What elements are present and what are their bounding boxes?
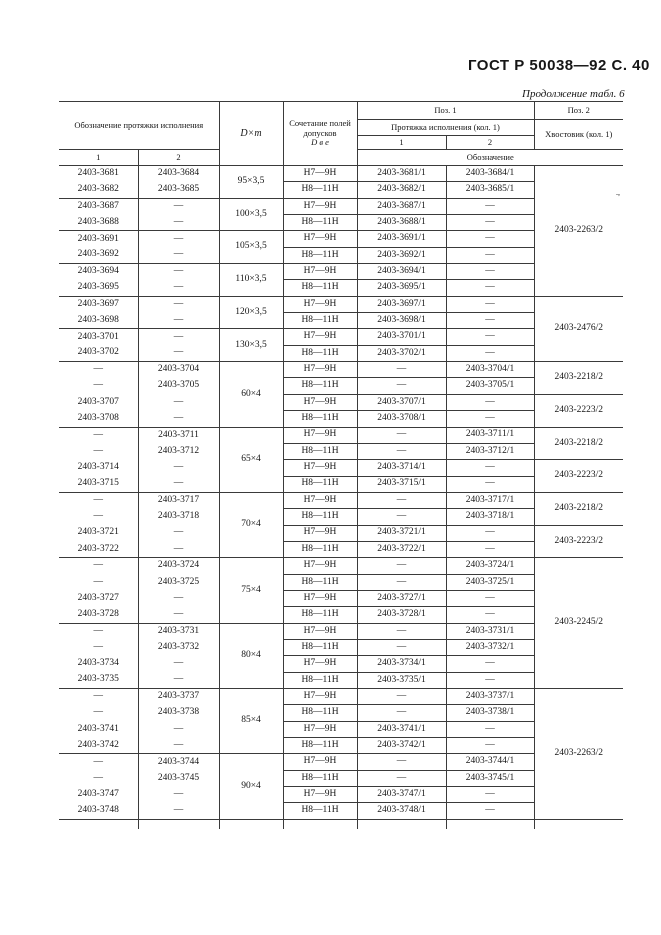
designation-col-2: 2403-3712 bbox=[138, 443, 219, 459]
position-1-col-2-cell: — bbox=[446, 215, 534, 231]
designation-col-2: — bbox=[138, 345, 219, 361]
designation-col-1: — bbox=[93, 560, 103, 571]
position-1-col-2-cell: — bbox=[446, 198, 534, 214]
designation-col-1: 2403-3707 bbox=[77, 396, 119, 407]
designation-col-2: 2403-3725 bbox=[138, 574, 219, 590]
tolerance-cell: H8—11H bbox=[283, 345, 357, 361]
position-1-col-2-cell: 2403-3724/1 bbox=[446, 558, 534, 574]
position-1-col-2-cell: 2403-3745/1 bbox=[446, 770, 534, 786]
tolerance-cell: H7—9H bbox=[283, 590, 357, 606]
position-1-col-2-cell: — bbox=[446, 525, 534, 541]
tolerance-cell: H7—9H bbox=[283, 558, 357, 574]
position-1-col-2-number: 2 bbox=[446, 136, 534, 150]
designation-col-2: 2403-3738 bbox=[138, 705, 219, 721]
shank-designation-cell: 2403-2263/2 bbox=[534, 166, 623, 297]
table-tail-cell bbox=[59, 819, 138, 829]
designation-col-2: 2403-3744 bbox=[138, 754, 219, 770]
designation-group-header: Обозначение протяжки исполнения bbox=[59, 102, 219, 150]
table-row bbox=[59, 558, 623, 574]
position-1-col-2-cell: 2403-3725/1 bbox=[446, 574, 534, 590]
column-number-2: 2 bbox=[138, 150, 219, 166]
shank-designation-cell: 2403-2476/2 bbox=[534, 296, 623, 361]
position-1-col-1-cell: 2403-3714/1 bbox=[357, 460, 446, 476]
designation-col-1: 2403-3698 bbox=[59, 313, 138, 329]
designation-col-1: — bbox=[93, 772, 103, 783]
tolerance-cell: H8—11H bbox=[283, 705, 357, 721]
tolerance-cell: H7—9H bbox=[283, 362, 357, 378]
tolerance-cell: H7—9H bbox=[283, 656, 357, 672]
tolerance-cell: H8—11H bbox=[283, 215, 357, 231]
designation-col-1: 2403-3728 bbox=[59, 607, 138, 623]
position-1-col-1-cell: — bbox=[357, 427, 446, 443]
position-1-col-2-cell: 2403-3705/1 bbox=[446, 378, 534, 394]
position-1-col-1-cell: 2403-3687/1 bbox=[357, 198, 446, 214]
position-2-header: Поз. 2 bbox=[534, 102, 623, 120]
position-1-col-2-cell: — bbox=[446, 313, 534, 329]
dxm-cell: 65×4 bbox=[219, 427, 283, 492]
designation-col-1: — bbox=[93, 495, 103, 506]
tolerance-cell: H8—11H bbox=[283, 574, 357, 590]
designation-col-1: 2403-3701 bbox=[77, 331, 119, 342]
tolerance-cell: H8—11H bbox=[283, 411, 357, 427]
position-2-subheader: Хвостовик (кол. 1) bbox=[534, 120, 623, 150]
tolerance-cell: H7—9H bbox=[283, 689, 357, 705]
tolerance-cell: H8—11H bbox=[283, 182, 357, 198]
position-1-col-2-cell: — bbox=[446, 476, 534, 492]
position-1-col-2-cell: — bbox=[446, 672, 534, 688]
designation-col-1: 2403-3692 bbox=[59, 247, 138, 263]
designation-col-1: 2403-3702 bbox=[59, 345, 138, 361]
tolerance-cell: H8—11H bbox=[283, 803, 357, 819]
designation-col-2: 2403-3732 bbox=[138, 639, 219, 655]
shank-designation-cell: 2403-2263/2 bbox=[534, 689, 623, 820]
designation-col-1: — bbox=[93, 691, 103, 702]
dxm-cell: 90×4 bbox=[219, 754, 283, 819]
designation-col-2: 2403-3745 bbox=[138, 770, 219, 786]
dxm-cell: 85×4 bbox=[219, 689, 283, 754]
position-1-col-2-cell: — bbox=[446, 280, 534, 296]
designation-col-2: — bbox=[138, 460, 219, 476]
designation-col-1: 2403-3734 bbox=[77, 658, 119, 669]
position-1-col-1-cell: 2403-3741/1 bbox=[357, 721, 446, 737]
tolerance-header-line-2: допусков bbox=[303, 127, 337, 138]
position-1-col-1-cell: — bbox=[357, 639, 446, 655]
position-1-col-2-cell: — bbox=[446, 541, 534, 557]
position-1-col-2-cell: — bbox=[446, 411, 534, 427]
designation-col-2: — bbox=[138, 541, 219, 557]
position-1-col-1-cell: 2403-3695/1 bbox=[357, 280, 446, 296]
designation-col-2: — bbox=[138, 280, 219, 296]
table-tail-cell bbox=[534, 819, 623, 829]
position-1-col-2-cell: — bbox=[446, 590, 534, 606]
table-tail-cell bbox=[446, 819, 534, 829]
dxm-cell: 70×4 bbox=[219, 492, 283, 557]
designation-col-1: — bbox=[93, 707, 103, 718]
position-1-col-2-cell: — bbox=[446, 607, 534, 623]
table-row bbox=[59, 460, 623, 476]
designation-col-2: 2403-3685 bbox=[138, 182, 219, 198]
tolerance-cell: H7—9H bbox=[283, 460, 357, 476]
designation-col-2: — bbox=[138, 738, 219, 754]
dxm-cell: 95×3,5 bbox=[219, 166, 283, 199]
position-1-col-2-cell: — bbox=[446, 721, 534, 737]
table-row bbox=[59, 525, 623, 541]
position-1-col-2-cell: 2403-3737/1 bbox=[446, 689, 534, 705]
position-1-col-1-cell: — bbox=[357, 705, 446, 721]
position-1-col-2-cell: 2403-3711/1 bbox=[446, 427, 534, 443]
table-row bbox=[59, 362, 623, 378]
table-row bbox=[59, 492, 623, 508]
designation-col-2: 2403-3737 bbox=[138, 689, 219, 705]
designation-col-1: 2403-3697 bbox=[77, 298, 119, 309]
dxm-cell: 120×3,5 bbox=[219, 296, 283, 329]
tolerance-cell: H8—11H bbox=[283, 607, 357, 623]
position-1-col-2-cell: — bbox=[446, 656, 534, 672]
position-1-col-1-cell: 2403-3688/1 bbox=[357, 215, 446, 231]
designation-col-1: — bbox=[93, 511, 103, 522]
designation-col-2: — bbox=[138, 607, 219, 623]
designation-col-1: — bbox=[93, 380, 103, 391]
position-1-col-2-cell: — bbox=[446, 738, 534, 754]
designation-col-2: 2403-3731 bbox=[138, 623, 219, 639]
dxm-cell: 110×3,5 bbox=[219, 264, 283, 297]
designation-col-1: 2403-3694 bbox=[77, 266, 119, 277]
tolerance-cell: H8—11H bbox=[283, 378, 357, 394]
position-1-col-2-cell: 2403-3732/1 bbox=[446, 639, 534, 655]
position-1-col-1-cell: — bbox=[357, 558, 446, 574]
designation-col-1: 2403-3721 bbox=[77, 527, 119, 538]
position-1-col-1-cell: 2403-3715/1 bbox=[357, 476, 446, 492]
position-1-col-1-cell: — bbox=[357, 362, 446, 378]
designation-col-1: 2403-3735 bbox=[59, 672, 138, 688]
tolerance-cell: H8—11H bbox=[283, 280, 357, 296]
table-row bbox=[59, 166, 623, 182]
position-1-col-1-number: 1 bbox=[357, 136, 446, 150]
tolerance-cell: H8—11H bbox=[283, 247, 357, 263]
designation-col-2: — bbox=[138, 313, 219, 329]
shank-designation-cell: 2403-2245/2 bbox=[534, 558, 623, 689]
designation-col-2: — bbox=[138, 198, 219, 214]
tolerance-cell: H7—9H bbox=[283, 231, 357, 247]
designation-col-1: — bbox=[93, 429, 103, 440]
designation-label: Обозначение bbox=[357, 150, 623, 166]
designation-col-1: — bbox=[93, 364, 103, 375]
position-1-col-1-cell: 2403-3694/1 bbox=[357, 264, 446, 280]
position-1-col-2-cell: 2403-3685/1 bbox=[446, 182, 534, 198]
designation-col-2: 2403-3711 bbox=[138, 427, 219, 443]
dxm-cell: 105×3,5 bbox=[219, 231, 283, 264]
tolerance-cell: H7—9H bbox=[283, 427, 357, 443]
designation-col-2: — bbox=[138, 590, 219, 606]
designation-col-1: 2403-3722 bbox=[59, 541, 138, 557]
position-1-col-2-cell: 2403-3744/1 bbox=[446, 754, 534, 770]
position-1-col-1-cell: — bbox=[357, 443, 446, 459]
tolerance-cell: H8—11H bbox=[283, 672, 357, 688]
position-1-col-1-cell: 2403-3702/1 bbox=[357, 345, 446, 361]
table-row bbox=[59, 427, 623, 443]
table-row bbox=[59, 394, 623, 410]
shank-designation-cell: 2403-2223/2 bbox=[534, 525, 623, 558]
designation-col-2: — bbox=[138, 672, 219, 688]
position-1-subheader: Протяжка исполнения (кол. 1) bbox=[357, 120, 534, 136]
position-1-col-1-cell: — bbox=[357, 574, 446, 590]
position-1-col-1-cell: 2403-3734/1 bbox=[357, 656, 446, 672]
position-1-col-2-cell: — bbox=[446, 296, 534, 312]
tolerance-table bbox=[59, 101, 623, 829]
designation-col-2: — bbox=[138, 656, 219, 672]
position-1-col-1-cell: 2403-3722/1 bbox=[357, 541, 446, 557]
tolerance-cell: H8—11H bbox=[283, 509, 357, 525]
designation-col-1: 2403-3708 bbox=[59, 411, 138, 427]
position-1-col-2-cell: 2403-3731/1 bbox=[446, 623, 534, 639]
position-1-col-1-cell: — bbox=[357, 754, 446, 770]
designation-col-1: 2403-3682 bbox=[59, 182, 138, 198]
tolerance-cell: H8—11H bbox=[283, 313, 357, 329]
dxm-cell: 100×3,5 bbox=[219, 198, 283, 231]
position-1-col-1-cell: 2403-3697/1 bbox=[357, 296, 446, 312]
position-1-col-1-cell: — bbox=[357, 770, 446, 786]
position-1-col-2-cell: — bbox=[446, 803, 534, 819]
tolerance-cell: H8—11H bbox=[283, 541, 357, 557]
designation-col-1: 2403-3681 bbox=[77, 168, 119, 179]
standard-reference: ГОСТ Р 50038—92 С. 40 bbox=[468, 57, 650, 74]
position-1-col-2-cell: — bbox=[446, 345, 534, 361]
tolerance-header-line-1: Сочетание полей bbox=[289, 117, 351, 128]
position-1-col-1-cell: — bbox=[357, 689, 446, 705]
shank-designation-cell: 2403-2218/2 bbox=[534, 362, 623, 395]
designation-col-2: — bbox=[138, 264, 219, 280]
designation-col-2: 2403-3717 bbox=[138, 492, 219, 508]
designation-col-1: 2403-3742 bbox=[59, 738, 138, 754]
designation-col-2: 2403-3724 bbox=[138, 558, 219, 574]
designation-col-2: — bbox=[138, 411, 219, 427]
dxm-cell: 75×4 bbox=[219, 558, 283, 623]
designation-col-1: — bbox=[93, 576, 103, 587]
designation-col-2: — bbox=[138, 247, 219, 263]
designation-col-1: — bbox=[93, 756, 103, 767]
designation-col-2: — bbox=[138, 803, 219, 819]
dxm-cell: 60×4 bbox=[219, 362, 283, 427]
designation-col-1: — bbox=[93, 641, 103, 652]
designation-col-1: 2403-3747 bbox=[77, 788, 119, 799]
designation-col-1: 2403-3748 bbox=[77, 805, 119, 816]
position-1-col-1-cell: 2403-3742/1 bbox=[357, 738, 446, 754]
position-1-col-1-cell: 2403-3682/1 bbox=[357, 182, 446, 198]
position-1-col-1-cell: 2403-3698/1 bbox=[357, 313, 446, 329]
designation-col-1: 2403-3695 bbox=[59, 280, 138, 296]
shank-designation-cell: 2403-2223/2 bbox=[534, 460, 623, 493]
designation-col-1: 2403-3687 bbox=[77, 200, 119, 211]
table-tail-cell bbox=[357, 819, 446, 829]
shank-designation-cell: 2403-2218/2 bbox=[534, 492, 623, 525]
position-1-col-1-cell: 2403-3707/1 bbox=[357, 394, 446, 410]
tolerance-cell: H7—9H bbox=[283, 264, 357, 280]
table-continuation-label: Продолжение табл. 6 bbox=[522, 88, 625, 100]
designation-col-1: 2403-3741 bbox=[77, 723, 119, 734]
designation-col-1: 2403-3714 bbox=[77, 462, 119, 473]
position-1-col-1-cell: 2403-3691/1 bbox=[357, 231, 446, 247]
position-1-col-2-cell: 2403-3717/1 bbox=[446, 492, 534, 508]
designation-col-2: 2403-3718 bbox=[138, 509, 219, 525]
tolerance-header-line-3: D в e bbox=[311, 137, 329, 148]
position-1-col-1-cell: — bbox=[357, 378, 446, 394]
table-row bbox=[59, 296, 623, 312]
designation-col-1: 2403-3688 bbox=[59, 215, 138, 231]
position-1-col-2-cell: 2403-3712/1 bbox=[446, 443, 534, 459]
designation-col-2: 2403-3705 bbox=[138, 378, 219, 394]
tolerance-cell: H7—9H bbox=[283, 492, 357, 508]
dxm-cell: 80×4 bbox=[219, 623, 283, 688]
tolerance-cell: H8—11H bbox=[283, 443, 357, 459]
designation-col-2: — bbox=[138, 394, 219, 410]
position-1-col-2-cell: — bbox=[446, 329, 534, 345]
designation-col-2: — bbox=[138, 231, 219, 247]
position-1-col-1-cell: 2403-3701/1 bbox=[357, 329, 446, 345]
position-1-header: Поз. 1 bbox=[357, 102, 534, 120]
position-1-col-2-cell: — bbox=[446, 247, 534, 263]
position-1-col-1-cell: 2403-3748/1 bbox=[357, 803, 446, 819]
table-tail bbox=[59, 819, 623, 829]
position-1-col-1-cell: 2403-3747/1 bbox=[357, 787, 446, 803]
tolerance-cell: H7—9H bbox=[283, 787, 357, 803]
designation-col-2: — bbox=[138, 329, 219, 345]
designation-col-1: — bbox=[93, 445, 103, 456]
tolerance-cell: H8—11H bbox=[283, 738, 357, 754]
position-1-col-2-cell: — bbox=[446, 460, 534, 476]
position-1-col-1-cell: 2403-3727/1 bbox=[357, 590, 446, 606]
tolerance-cell: H7—9H bbox=[283, 623, 357, 639]
position-1-col-1-cell: 2403-3708/1 bbox=[357, 411, 446, 427]
position-1-col-2-cell: — bbox=[446, 787, 534, 803]
table-tail-cell bbox=[138, 819, 219, 829]
position-1-col-1-cell: — bbox=[357, 492, 446, 508]
dxm-cell: 130×3,5 bbox=[219, 329, 283, 362]
position-1-col-1-cell: 2403-3681/1 bbox=[357, 166, 446, 182]
position-1-col-1-cell: 2403-3692/1 bbox=[357, 247, 446, 263]
position-1-col-2-cell: 2403-3704/1 bbox=[446, 362, 534, 378]
tolerance-cell: H7—9H bbox=[283, 296, 357, 312]
tolerance-cell: H7—9H bbox=[283, 198, 357, 214]
column-number-1: 1 bbox=[96, 152, 101, 163]
position-1-col-2-cell: — bbox=[446, 264, 534, 280]
shank-designation-cell: 2403-2218/2 bbox=[534, 427, 623, 460]
table-tail-cell bbox=[283, 819, 357, 829]
position-1-col-1-cell: 2403-3728/1 bbox=[357, 607, 446, 623]
designation-col-2: 2403-3684 bbox=[138, 166, 219, 182]
designation-col-2: — bbox=[138, 215, 219, 231]
position-1-col-1-cell: — bbox=[357, 509, 446, 525]
tolerance-cell: H7—9H bbox=[283, 525, 357, 541]
tolerance-cell: H7—9H bbox=[283, 721, 357, 737]
tolerance-cell: H8—11H bbox=[283, 476, 357, 492]
shank-designation-cell: 2403-2223/2 bbox=[534, 394, 623, 427]
table-row bbox=[59, 689, 623, 705]
position-1-col-1-cell: 2403-3721/1 bbox=[357, 525, 446, 541]
position-1-col-2-cell: 2403-3684/1 bbox=[446, 166, 534, 182]
position-1-col-1-cell: — bbox=[357, 623, 446, 639]
tolerance-cell: H7—9H bbox=[283, 166, 357, 182]
position-1-col-2-cell: — bbox=[446, 231, 534, 247]
scan-mark: ., bbox=[616, 188, 620, 197]
designation-col-2: — bbox=[138, 721, 219, 737]
tolerance-cell: H8—11H bbox=[283, 639, 357, 655]
tolerance-cell: H7—9H bbox=[283, 329, 357, 345]
designation-col-2: — bbox=[138, 476, 219, 492]
dxm-header: D×m bbox=[219, 102, 283, 166]
designation-col-1: 2403-3691 bbox=[77, 233, 119, 244]
position-1-col-2-cell: — bbox=[446, 394, 534, 410]
tolerance-cell: H7—9H bbox=[283, 394, 357, 410]
designation-col-1: — bbox=[93, 625, 103, 636]
tolerance-header bbox=[283, 102, 357, 166]
tolerance-cell: H7—9H bbox=[283, 754, 357, 770]
designation-col-1: 2403-3727 bbox=[77, 592, 119, 603]
designation-col-2: — bbox=[138, 296, 219, 312]
tolerance-cell: H8—11H bbox=[283, 770, 357, 786]
designation-col-2: — bbox=[138, 525, 219, 541]
designation-col-2: 2403-3704 bbox=[138, 362, 219, 378]
position-1-col-1-cell: 2403-3735/1 bbox=[357, 672, 446, 688]
position-1-col-2-cell: 2403-3738/1 bbox=[446, 705, 534, 721]
position-1-col-2-cell: 2403-3718/1 bbox=[446, 509, 534, 525]
designation-col-1: 2403-3715 bbox=[59, 476, 138, 492]
designation-col-2: — bbox=[138, 787, 219, 803]
table-tail-cell bbox=[219, 819, 283, 829]
